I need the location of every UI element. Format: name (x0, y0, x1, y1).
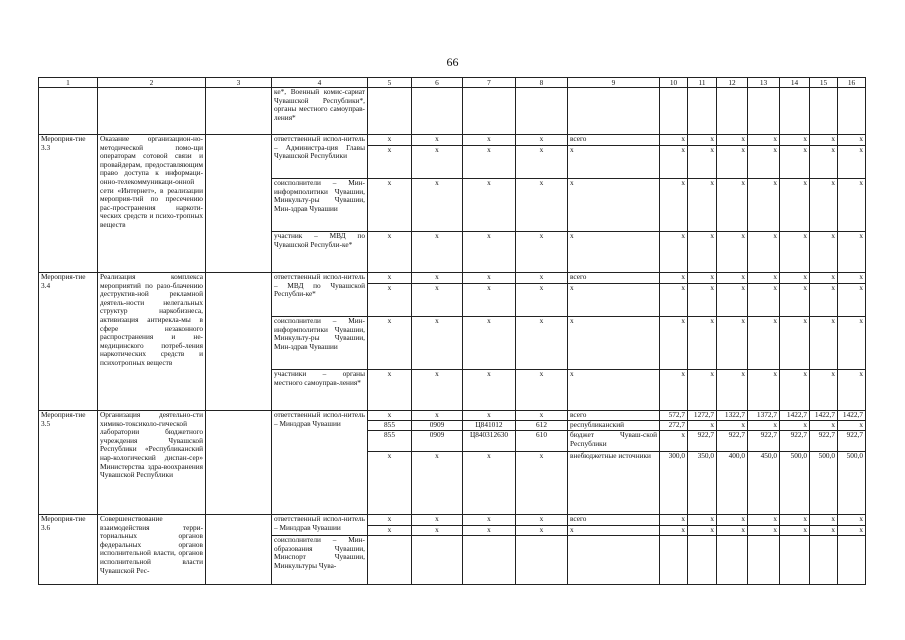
value-cell: x (463, 515, 516, 526)
value-cell: x (368, 452, 412, 515)
value-cell: 1422,7 (780, 411, 810, 421)
value-cell: 500,0 (838, 452, 866, 515)
value-cell: x (463, 317, 516, 370)
value-cell: x (368, 146, 412, 179)
measure-label: Мероприя-тие 3.5 (39, 411, 98, 515)
column-header: 7 (463, 78, 516, 88)
measure-name: Совершенствование взаимодействия терри-ториальных органов федеральных органов исполнительной власти, органов исполнительной власти Чувашской Рес- (98, 515, 206, 585)
value-cell: x (838, 135, 866, 146)
value-cell: x (780, 146, 810, 179)
value-cell: x (717, 515, 748, 526)
value-cell: x (748, 273, 780, 284)
value-cell: x (660, 284, 688, 317)
value-cell: x (660, 431, 688, 452)
value-cell: x (810, 273, 838, 284)
value-cell: 272,7 (660, 421, 688, 431)
value-cell: 1422,7 (838, 411, 866, 421)
value-cell: x (368, 284, 412, 317)
value-cell: x (516, 232, 568, 273)
value-cell: x (368, 515, 412, 526)
empty-cell (206, 135, 272, 273)
table-cell (748, 536, 780, 585)
value-cell: 0909 (412, 431, 463, 452)
table-cell (463, 536, 516, 585)
executor-cell: ответственный испол-нитель – Администра-ция Главы Чувашской Республики (272, 135, 368, 179)
value-cell: x (516, 452, 568, 515)
value-cell: x (748, 515, 780, 526)
column-header: 3 (206, 78, 272, 88)
value-cell: 922,7 (688, 431, 717, 452)
value-cell: внебюджетные источники (568, 452, 660, 515)
value-cell: x (748, 135, 780, 146)
value-cell: 1372,7 (748, 411, 780, 421)
table-cell (516, 536, 568, 585)
value-cell: x (516, 526, 568, 536)
value-cell: x (463, 452, 516, 515)
table-cell (838, 536, 866, 585)
value-cell: x (516, 135, 568, 146)
value-cell: x (688, 284, 717, 317)
value-cell: x (463, 179, 516, 232)
table-cell (838, 88, 866, 135)
value-cell: x (717, 370, 748, 411)
value-cell: 400,0 (717, 452, 748, 515)
measure-row (39, 273, 866, 284)
value-cell: x (516, 411, 568, 421)
value-cell: x (463, 526, 516, 536)
value-cell: x (516, 370, 568, 411)
empty-cell (206, 515, 272, 585)
table-cell (368, 536, 412, 585)
value-cell: 612 (516, 421, 568, 431)
table-cell (39, 88, 98, 135)
table-body (39, 78, 866, 585)
value-cell: x (810, 526, 838, 536)
value-cell: x (838, 526, 866, 536)
empty-cell (206, 273, 272, 411)
value-cell: x (688, 317, 717, 370)
value-cell: x (838, 284, 866, 317)
value-cell: x (688, 232, 717, 273)
value-cell: x (412, 452, 463, 515)
executor-cell: соисполнители – Мин-информполитики Чувашии, Минкульту-ры Чувашии, Мин-здрав Чувашии (272, 179, 368, 232)
column-header: 14 (780, 78, 810, 88)
value-cell: x (838, 146, 866, 179)
value-cell: 1422,7 (810, 411, 838, 421)
value-cell: x (838, 370, 866, 411)
table-cell (516, 88, 568, 135)
value-cell: x (780, 421, 810, 431)
value-cell: x (838, 515, 866, 526)
measure-row (39, 515, 866, 526)
executor-cell: ответственный испол-нитель – Минздрав Чувашии (272, 515, 368, 536)
measure-name: Реализация комплекса мероприятий по разо-блачению деструктив-ной рекламной деятель-ности нелегальных структур наркобизнеса, активизация антирекла-мы в сфере незаконного распространения и не-медицинского потреб-ления наркотических средств и психотропных веществ (98, 273, 206, 411)
value-cell: республиканский (568, 421, 660, 431)
value-cell: x (838, 317, 866, 370)
value-cell: 922,7 (748, 431, 780, 452)
value-cell: x (780, 179, 810, 232)
value-cell: x (838, 179, 866, 232)
value-cell: x (810, 179, 838, 232)
page-number: 66 (446, 55, 459, 69)
value-cell: x (780, 526, 810, 536)
value-cell: x (412, 135, 463, 146)
value-cell: 855 (368, 421, 412, 431)
value-cell: x (463, 146, 516, 179)
value-cell: 500,0 (810, 452, 838, 515)
column-header: 8 (516, 78, 568, 88)
table-cell (206, 88, 272, 135)
value-cell: x (463, 232, 516, 273)
value-cell: x (717, 232, 748, 273)
value-cell: x (660, 515, 688, 526)
value-cell: Ц841012 (463, 421, 516, 431)
table-cell (688, 88, 717, 135)
value-cell: x (748, 146, 780, 179)
value-cell: x (810, 515, 838, 526)
value-cell: x (368, 273, 412, 284)
measure-name: Организация деятельно-сти химико-токсиколо-гической лаборатории бюджетного учреждения Чувашской Республики «Республиканский нар-кологический диспан-сер» Министерства здра-воохранения Чувашской Республики (98, 411, 206, 515)
value-cell: x (748, 232, 780, 273)
executor-cell: соисполнители – Мин-информполитики Чувашии, Минкульту-ры Чувашии, Мин-здрав Чувашии (272, 317, 368, 370)
value-cell: x (660, 232, 688, 273)
column-header: 9 (568, 78, 660, 88)
value-cell: x (463, 135, 516, 146)
value-cell: всего (568, 515, 660, 526)
value-cell: 572,7 (660, 411, 688, 421)
value-cell: x (810, 146, 838, 179)
measure-row (39, 135, 866, 146)
value-cell: x (810, 284, 838, 317)
value-cell: x (780, 284, 810, 317)
value-cell: x (368, 411, 412, 421)
value-cell: x (368, 232, 412, 273)
value-cell: x (780, 317, 810, 370)
value-cell: x (568, 146, 660, 179)
value-cell: x (463, 273, 516, 284)
table-cell (780, 536, 810, 585)
column-header: 11 (688, 78, 717, 88)
value-cell: x (368, 317, 412, 370)
value-cell: x (688, 135, 717, 146)
measure-label: Мероприя-тие 3.3 (39, 135, 98, 273)
budget-table (38, 77, 866, 585)
column-header: 5 (368, 78, 412, 88)
value-cell: x (516, 273, 568, 284)
measure-label: Мероприя-тие 3.6 (39, 515, 98, 585)
value-cell: x (838, 421, 866, 431)
value-cell: x (810, 232, 838, 273)
value-cell: x (568, 526, 660, 536)
value-cell: 350,0 (688, 452, 717, 515)
table-cell (688, 536, 717, 585)
value-cell: x (748, 179, 780, 232)
value-cell: всего (568, 135, 660, 146)
executor-cell: участник – МВД по Чувашской Республи-ке* (272, 232, 368, 273)
value-cell: x (568, 284, 660, 317)
header-row (39, 78, 866, 88)
value-cell: x (516, 179, 568, 232)
value-cell: x (368, 179, 412, 232)
value-cell: 1272,7 (688, 411, 717, 421)
value-cell: x (660, 273, 688, 284)
value-cell: x (412, 515, 463, 526)
column-header: 10 (660, 78, 688, 88)
value-cell: x (810, 370, 838, 411)
column-header: 6 (412, 78, 463, 88)
value-cell: x (688, 526, 717, 536)
table-cell (660, 536, 688, 585)
value-cell: x (748, 370, 780, 411)
value-cell: x (660, 179, 688, 232)
value-cell: x (838, 232, 866, 273)
value-cell: Ц840312630 (463, 431, 516, 452)
value-cell: x (368, 526, 412, 536)
value-cell: x (780, 135, 810, 146)
table-cell (98, 88, 206, 135)
column-header: 4 (272, 78, 368, 88)
executor-cell: ответственный испол-нитель – МВД по Чувашской Республи-ке* (272, 273, 368, 317)
value-cell: x (717, 284, 748, 317)
value-cell: x (688, 179, 717, 232)
value-cell: x (660, 370, 688, 411)
value-cell: 1322,7 (717, 411, 748, 421)
table-cell (412, 536, 463, 585)
value-cell: x (810, 317, 838, 370)
value-cell: 922,7 (810, 431, 838, 452)
column-header: 13 (748, 78, 780, 88)
column-header: 1 (39, 78, 98, 88)
value-cell: x (412, 273, 463, 284)
table-cell (463, 88, 516, 135)
value-cell: x (780, 515, 810, 526)
value-cell: x (463, 411, 516, 421)
value-cell: x (688, 146, 717, 179)
value-cell: x (412, 526, 463, 536)
value-cell: x (748, 317, 780, 370)
value-cell: x (412, 370, 463, 411)
column-header: 15 (810, 78, 838, 88)
table-cell (748, 88, 780, 135)
column-header: 12 (717, 78, 748, 88)
measure-row (39, 411, 866, 421)
value-cell: x (516, 317, 568, 370)
value-cell: x (660, 317, 688, 370)
value-cell: 922,7 (838, 431, 866, 452)
value-cell: x (717, 179, 748, 232)
table-cell (810, 536, 838, 585)
value-cell: 300,0 (660, 452, 688, 515)
table-cell (780, 88, 810, 135)
table-cell (810, 88, 838, 135)
value-cell: x (463, 370, 516, 411)
value-cell: 922,7 (780, 431, 810, 452)
value-cell: x (368, 370, 412, 411)
value-cell: x (717, 317, 748, 370)
column-header: 2 (98, 78, 206, 88)
value-cell: x (688, 273, 717, 284)
value-cell: x (717, 146, 748, 179)
value-cell: x (717, 135, 748, 146)
value-cell: x (810, 135, 838, 146)
value-cell: всего (568, 411, 660, 421)
value-cell: 922,7 (717, 431, 748, 452)
value-cell: x (780, 232, 810, 273)
value-cell: x (516, 515, 568, 526)
table-cell (412, 88, 463, 135)
value-cell: x (717, 421, 748, 431)
measure-label: Мероприя-тие 3.4 (39, 273, 98, 411)
value-cell: x (412, 317, 463, 370)
table-cell (368, 88, 412, 135)
value-cell: 450,0 (748, 452, 780, 515)
value-cell: бюджет Чуваш-ской Республики (568, 431, 660, 452)
value-cell: x (688, 421, 717, 431)
value-cell: 610 (516, 431, 568, 452)
table-cell (568, 536, 660, 585)
executor-cell: ответственный испол-нитель – Минздрав Чувашии (272, 411, 368, 515)
value-cell: x (748, 526, 780, 536)
executor-cell: соисполнители – Мин-образования Чувашии, Минспорт Чувашии, Минкультуры Чува- (272, 536, 368, 585)
value-cell: x (412, 232, 463, 273)
value-cell: x (368, 135, 412, 146)
value-cell: x (412, 146, 463, 179)
value-cell: x (748, 421, 780, 431)
value-cell: всего (568, 273, 660, 284)
executor-cell: ке*, Военный комис-сариат Чувашской Республики*, органы местного самоуправ-ления* (272, 88, 368, 135)
executor-cell: участники – органы местного самоуправ-ления* (272, 370, 368, 411)
measure-name: Оказание организацион-но-методической помо-щи операторам сотовой связи и провайдерам, предоставляющим право доступа к информаци-онно-телекоммуникаци-онной сети «Интернет», в реализации мероприя-тий по пресечению рас-пространения наркоти-ческих средств и психо-тропных веществ (98, 135, 206, 273)
value-cell: x (810, 421, 838, 431)
value-cell: x (412, 411, 463, 421)
value-cell: x (780, 370, 810, 411)
value-cell: x (660, 135, 688, 146)
value-cell: 0909 (412, 421, 463, 431)
value-cell: x (568, 370, 660, 411)
value-cell: x (516, 146, 568, 179)
value-cell: x (463, 284, 516, 317)
table-cell (717, 88, 748, 135)
table-cell (568, 88, 660, 135)
value-cell: x (717, 273, 748, 284)
value-cell: x (838, 273, 866, 284)
value-cell: x (568, 317, 660, 370)
value-cell: x (412, 284, 463, 317)
table-cell (717, 536, 748, 585)
value-cell: x (688, 370, 717, 411)
continuation-row (39, 88, 866, 135)
value-cell: x (412, 179, 463, 232)
value-cell: x (688, 515, 717, 526)
table-cell (660, 88, 688, 135)
column-header: 16 (838, 78, 866, 88)
value-cell: 500,0 (780, 452, 810, 515)
value-cell: x (516, 284, 568, 317)
value-cell: x (780, 273, 810, 284)
empty-cell (206, 411, 272, 515)
value-cell: 855 (368, 431, 412, 452)
value-cell: x (660, 146, 688, 179)
value-cell: x (568, 179, 660, 232)
value-cell: x (568, 232, 660, 273)
value-cell: x (748, 284, 780, 317)
value-cell: x (660, 526, 688, 536)
value-cell: x (717, 526, 748, 536)
